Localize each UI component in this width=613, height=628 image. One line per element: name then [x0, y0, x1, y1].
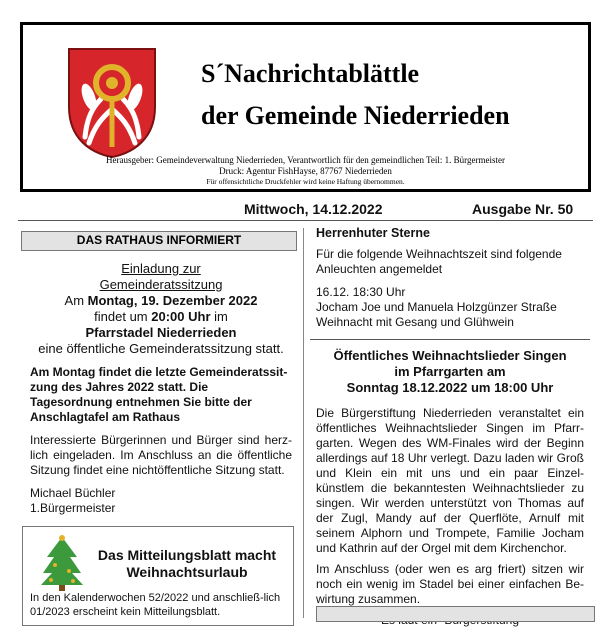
signer-title: 1.Bürgermeister [30, 501, 116, 515]
singen-body: Die Bürgerstiftung Niederrieden veranstaltet ein öffentliches Weihnachtslieder Singen im Pfarr-garten. Wegen des WM-Finales wird der Beginn allerdings auf 18 Uhr verlegt. Dazu laden wir Groß und Klein ein mit uns und ein paar Einzel-künstlem die bekanntesten Weihnachtslieder zu singen. Wir werden unterstützt von Thomas auf der Zugl, Mandy auf der Querflöte, Arnulf mit seinem Alphorn und Trompete, Familie Jocham und Kathrin auf der Orgel mit dem Kirchenchor. [316, 406, 584, 555]
holiday-notice-text: In den Kalenderwochen 52/2022 und anschließ-lich 01/2023 erscheint kein Mitteilungsblatt. [30, 592, 281, 618]
sterne-time: 16.12. 18:30 Uhr [316, 285, 406, 299]
meeting-venue: Pfarrstadel Niederrieden [85, 325, 237, 340]
left-column [30, 231, 292, 516]
meeting-time [30, 309, 292, 325]
masthead [20, 22, 591, 192]
invitation-line2: Gemeinderatssitzung [99, 277, 223, 292]
imprint-publisher: Herausgeber: Gemeindeverwaltung Niederrieden, Verantwortlich für den gemeindlichen Teil: 1. Bürgermeister [106, 155, 505, 165]
sterne-names: Jocham Joe und Manuela Holzgünzer Straße [316, 300, 557, 314]
imprint-disclaimer: Für offensichtliche Druckfehler wird keine Haftung übernommen. [206, 177, 405, 186]
singen-heading-line1: Öffentliches Weihnachtslieder Singen [333, 348, 567, 363]
section-rule [310, 339, 590, 340]
next-section-header [316, 606, 595, 622]
holiday-notice-headline: Das Mitteilungsblatt macht Weihnachtsurlaub [97, 547, 277, 580]
newsletter-title-line2: der Gemeinde Niederrieden [201, 101, 510, 130]
meeting-time-prefix: findet um [94, 309, 152, 324]
agenda-notice: Am Montag findet die letzte Gemeinderatssit-zung des Jahres 2022 statt. Die Tagesordnung entnehmen Sie bitte der Anschlagtafel am Rathaus [30, 365, 288, 424]
sterne-event: Weihnacht mit Gesang und Glühwein [316, 315, 514, 329]
meeting-date [30, 293, 292, 309]
issue-date: Mittwoch, 14.12.2022 [244, 201, 383, 217]
meeting-date-prefix: Am [64, 293, 88, 308]
sterne-heading: Herrenhuter Sterne [316, 226, 430, 240]
imprint-printer: Druck: Agentur FishHayse, 87767 Niederrieden [219, 166, 392, 176]
invitation-paragraph: Interessierte Bürgerinnen und Bürger sind herz-lich eingeladen. Im Anschluss an die öffentliche Sitzung findet eine nichtöffentliche Sitzung statt. [30, 433, 292, 477]
meeting-time-value: 20:00 Uhr [151, 309, 211, 324]
right-column [316, 226, 584, 628]
newsletter-title-line1: S´Nachrichtablättle [201, 59, 420, 88]
sterne-intro: Für die folgende Weihnachtszeit sind folgende Anleuchten angemeldet [316, 247, 562, 276]
singen-heading-line3: Sonntag 18.12.2022 um 18:00 Uhr [346, 380, 554, 395]
meeting-date-value: Montag, 19. Dezember 2022 [87, 293, 258, 308]
signer-name: Michael Büchler [30, 486, 116, 500]
meeting-time-suffix: im [210, 309, 228, 324]
singen-followup: Im Anschluss (oder wen es arg friert) sitzen wir noch ein wenig im Stadel bei einer einfachen Be-wirtung zusammen. [316, 562, 584, 606]
dateline-rule [18, 220, 593, 221]
invitation-line1: Einladung zur [121, 261, 201, 276]
section-header-rathaus: DAS RATHAUS INFORMIERT [21, 231, 297, 251]
imprint [23, 155, 588, 187]
issue-number: Ausgabe Nr. 50 [472, 201, 574, 217]
meeting-public-note: eine öffentliche Gemeinderatssitzung statt. [38, 341, 284, 356]
singen-heading-line2: im Pfarrgarten am [394, 364, 506, 379]
column-divider [303, 228, 304, 618]
christmas-tree-icon [39, 535, 85, 591]
coat-of-arms-icon [67, 47, 157, 159]
holiday-notice-box [22, 526, 294, 626]
